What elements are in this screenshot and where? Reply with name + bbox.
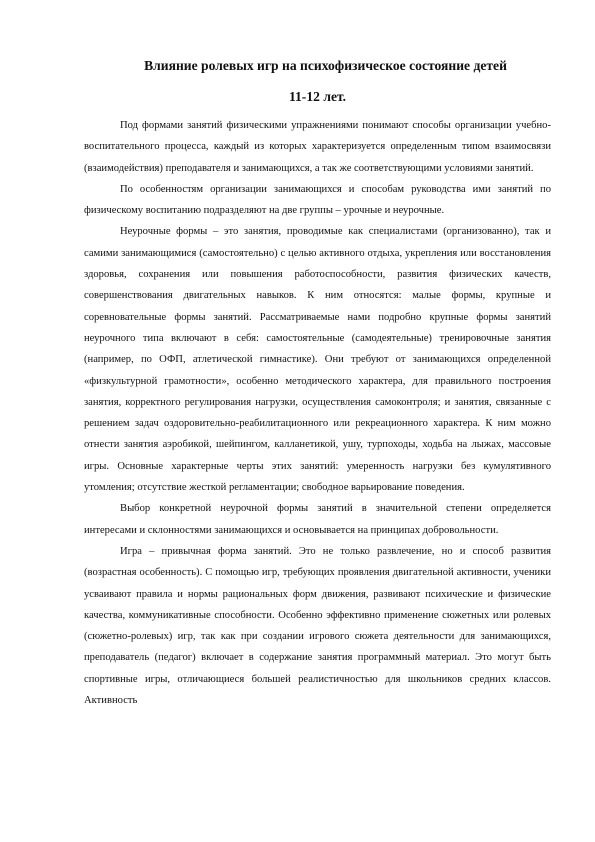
paragraph: По особенностям организации занимающихся и способам руководства ими занятий по физическому воспитанию подразделяют на две группы – урочные и неурочные. [84,183,551,217]
paragraph: Под формами занятий физическими упражнениями понимают способы организации учебно-воспитательного процесса, каждый из которых характеризуется определенным типом взаимосвязи (взаимодействия) преподавателя и занимающихся, а так же соответствующими условиями занятий. [84,120,551,174]
document-title: Влияние ролевых игр на психофизическое состояние детей [144,58,507,73]
paragraph: Игра – привычная форма занятий. Это не только развлечение, но и способ развития (возрастная особенность). С помощью игр, требующих проявления двигательной активности, ученики усваивают правила и нормы рациональных форм движения, развивают психические и физические качества, коммуникативные способности. Особенно эффективно применение сюжетных или ролевых (сюжетно-ролевых) игр, так как при создании игрового сюжета деятельности для занимающихся, преподаватель (педагог) включает в содержание занятия программный материал. Это могут быть спортивные игры, отличающиеся большей реалистичностью для школьников средних классов. Активность [84,545,551,707]
paragraph: Неурочные формы – это занятия, проводимые как специалистами (организованно), так и самими занимающимися (самостоятельно) с целью активного отдыха, укрепления или восстановления здоровья, сохранения или повышения работоспособности, развития физических качеств, совершенствования двигательных навыков. К ним относятся: малые формы, крупные и соревновательные формы занятий. Рассматриваемые нами подробно крупные формы занятий неурочного типа включают в себя: самостоятельные (самодеятельные) тренировочные занятия (например, по ОФП, атлетической гимнастике). Они требуют от занимающихся определенной «физкультурной грамотности», особенно методического характера, для правильного построения занятия, корректного регулирования нагрузки, осуществления самоконтроля; и занятия, связанные с решением задач оздоровительно-реабилитационного или рекреационного характера. К ним можно отнести занятия аэробикой, шейпингом, калланетикой, ушу, турпоходы, ходьба на лыжах, массовые игры. Основные характерные черты этих занятий: умеренность нагрузки без кумулятивного утомления; отсутствие жесткой регламентации; свободное варьирование поведения. [84,226,551,494]
document-body [84,115,551,711]
paragraph: Выбор конкретной неурочной формы занятий в значительной степени определяется интересами и склонностями занимающихся и основывается на принципах добровольности. [84,503,551,536]
document-subtitle: 11-12 лет. [288,89,347,104]
